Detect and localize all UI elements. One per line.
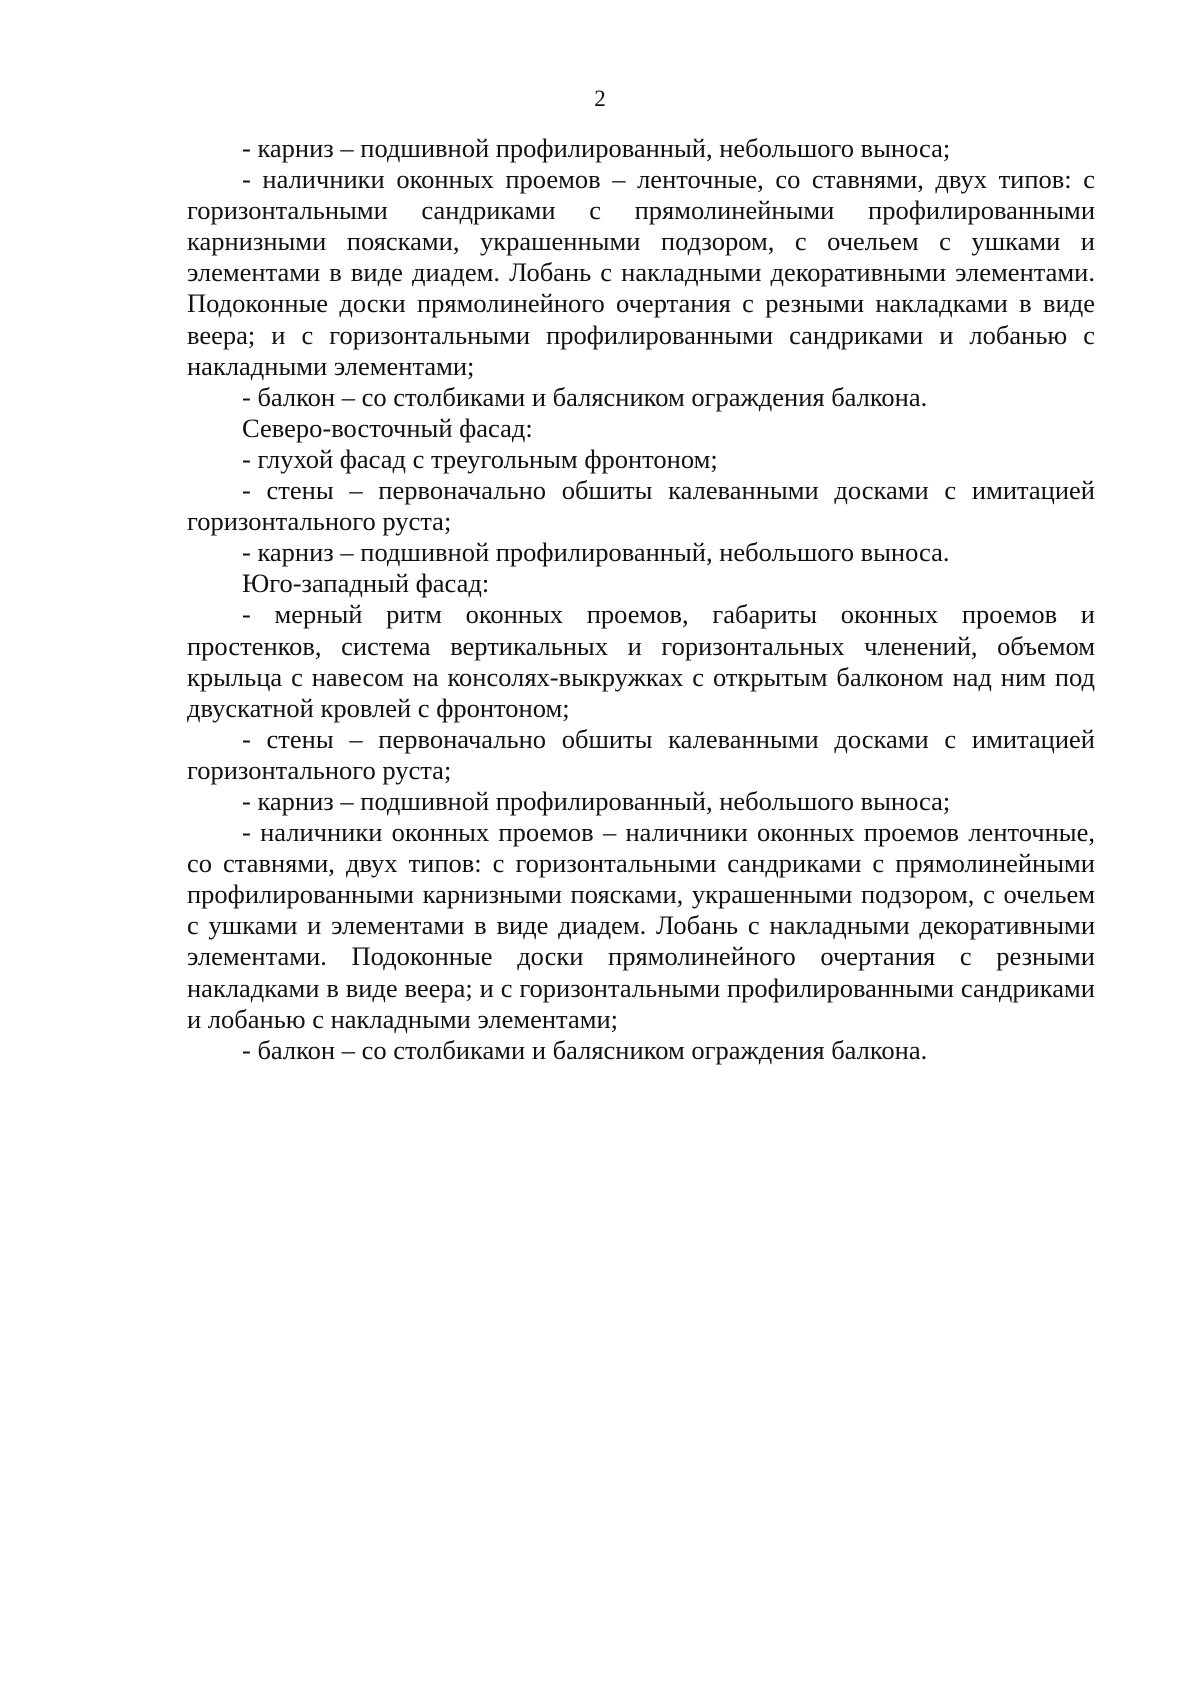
paragraph-cornice: - карниз – подшивной профилированный, небольшого выноса; (242, 133, 951, 163)
paragraph-balcony-southwest: - балкон – со столбиками и балясником ограждения балкона. (242, 1034, 928, 1065)
paragraph-cornice-northeast: - карниз – подшивной профилированный, небольшого выноса. (242, 537, 950, 568)
paragraph-blind-facade: - глухой фасад с треугольным фронтоном; (242, 443, 718, 474)
paragraph-walls: - стены – первоначально обшиты калеванными досками с имитацией горизонтального руста; (187, 475, 1095, 537)
heading-northeast-facade: Северо-восточный фасад: (242, 412, 533, 443)
document-body (187, 133, 1095, 1066)
paragraph-window-rhythm: - мерный ритм оконных проемов, габариты оконных проемов и простенков, система вертикальных и горизонтальных членений, объемом крыльца с навесом на консолях-выкружках с открытым балконом над ним под двускатной кровлей с фронтоном; (187, 599, 1095, 723)
paragraph-walls-southwest: - стены – первоначально обшиты калеванными досками с имитацией горизонтального руста; (187, 723, 1095, 785)
paragraph-cornice-southwest: - карниз – подшивной профилированный, небольшого выноса; (242, 785, 951, 816)
paragraph-window-casings-southwest: - наличники оконных проемов – наличники оконных проемов ленточные, со ставнями, двух типов: с горизонтальными сандриками с прямолинейными профилированными карнизными поясками, украшенными подзором, с очельем с ушками и элементами в виде диадем. Лобань с накладными декоративными элементами. Подоконные доски прямолинейного очертания с резными накладками в виде веера; и с горизонтальными профилированными сандриками и лобанью с накладными элементами; (187, 817, 1095, 1034)
heading-southwest-facade: Юго-западный фасад: (242, 568, 490, 599)
paragraph-window-casings: - наличники оконных проемов – ленточные, со ставнями, двух типов: с горизонтальными сандриками с прямолинейными профилированными карнизными поясками, украшенными подзором, с очельем с ушками и элементами в виде диадем. Лобань с накладными декоративными элементами. Подоконные доски прямолинейного очертания с резными накладками в виде веера; и с горизонтальными профилированными сандриками и лобанью с накладными элементами; (187, 164, 1095, 381)
page-number: 2 (594, 86, 606, 111)
paragraph-balcony: - балкон – со столбиками и балясником ограждения балкона. (242, 381, 928, 412)
